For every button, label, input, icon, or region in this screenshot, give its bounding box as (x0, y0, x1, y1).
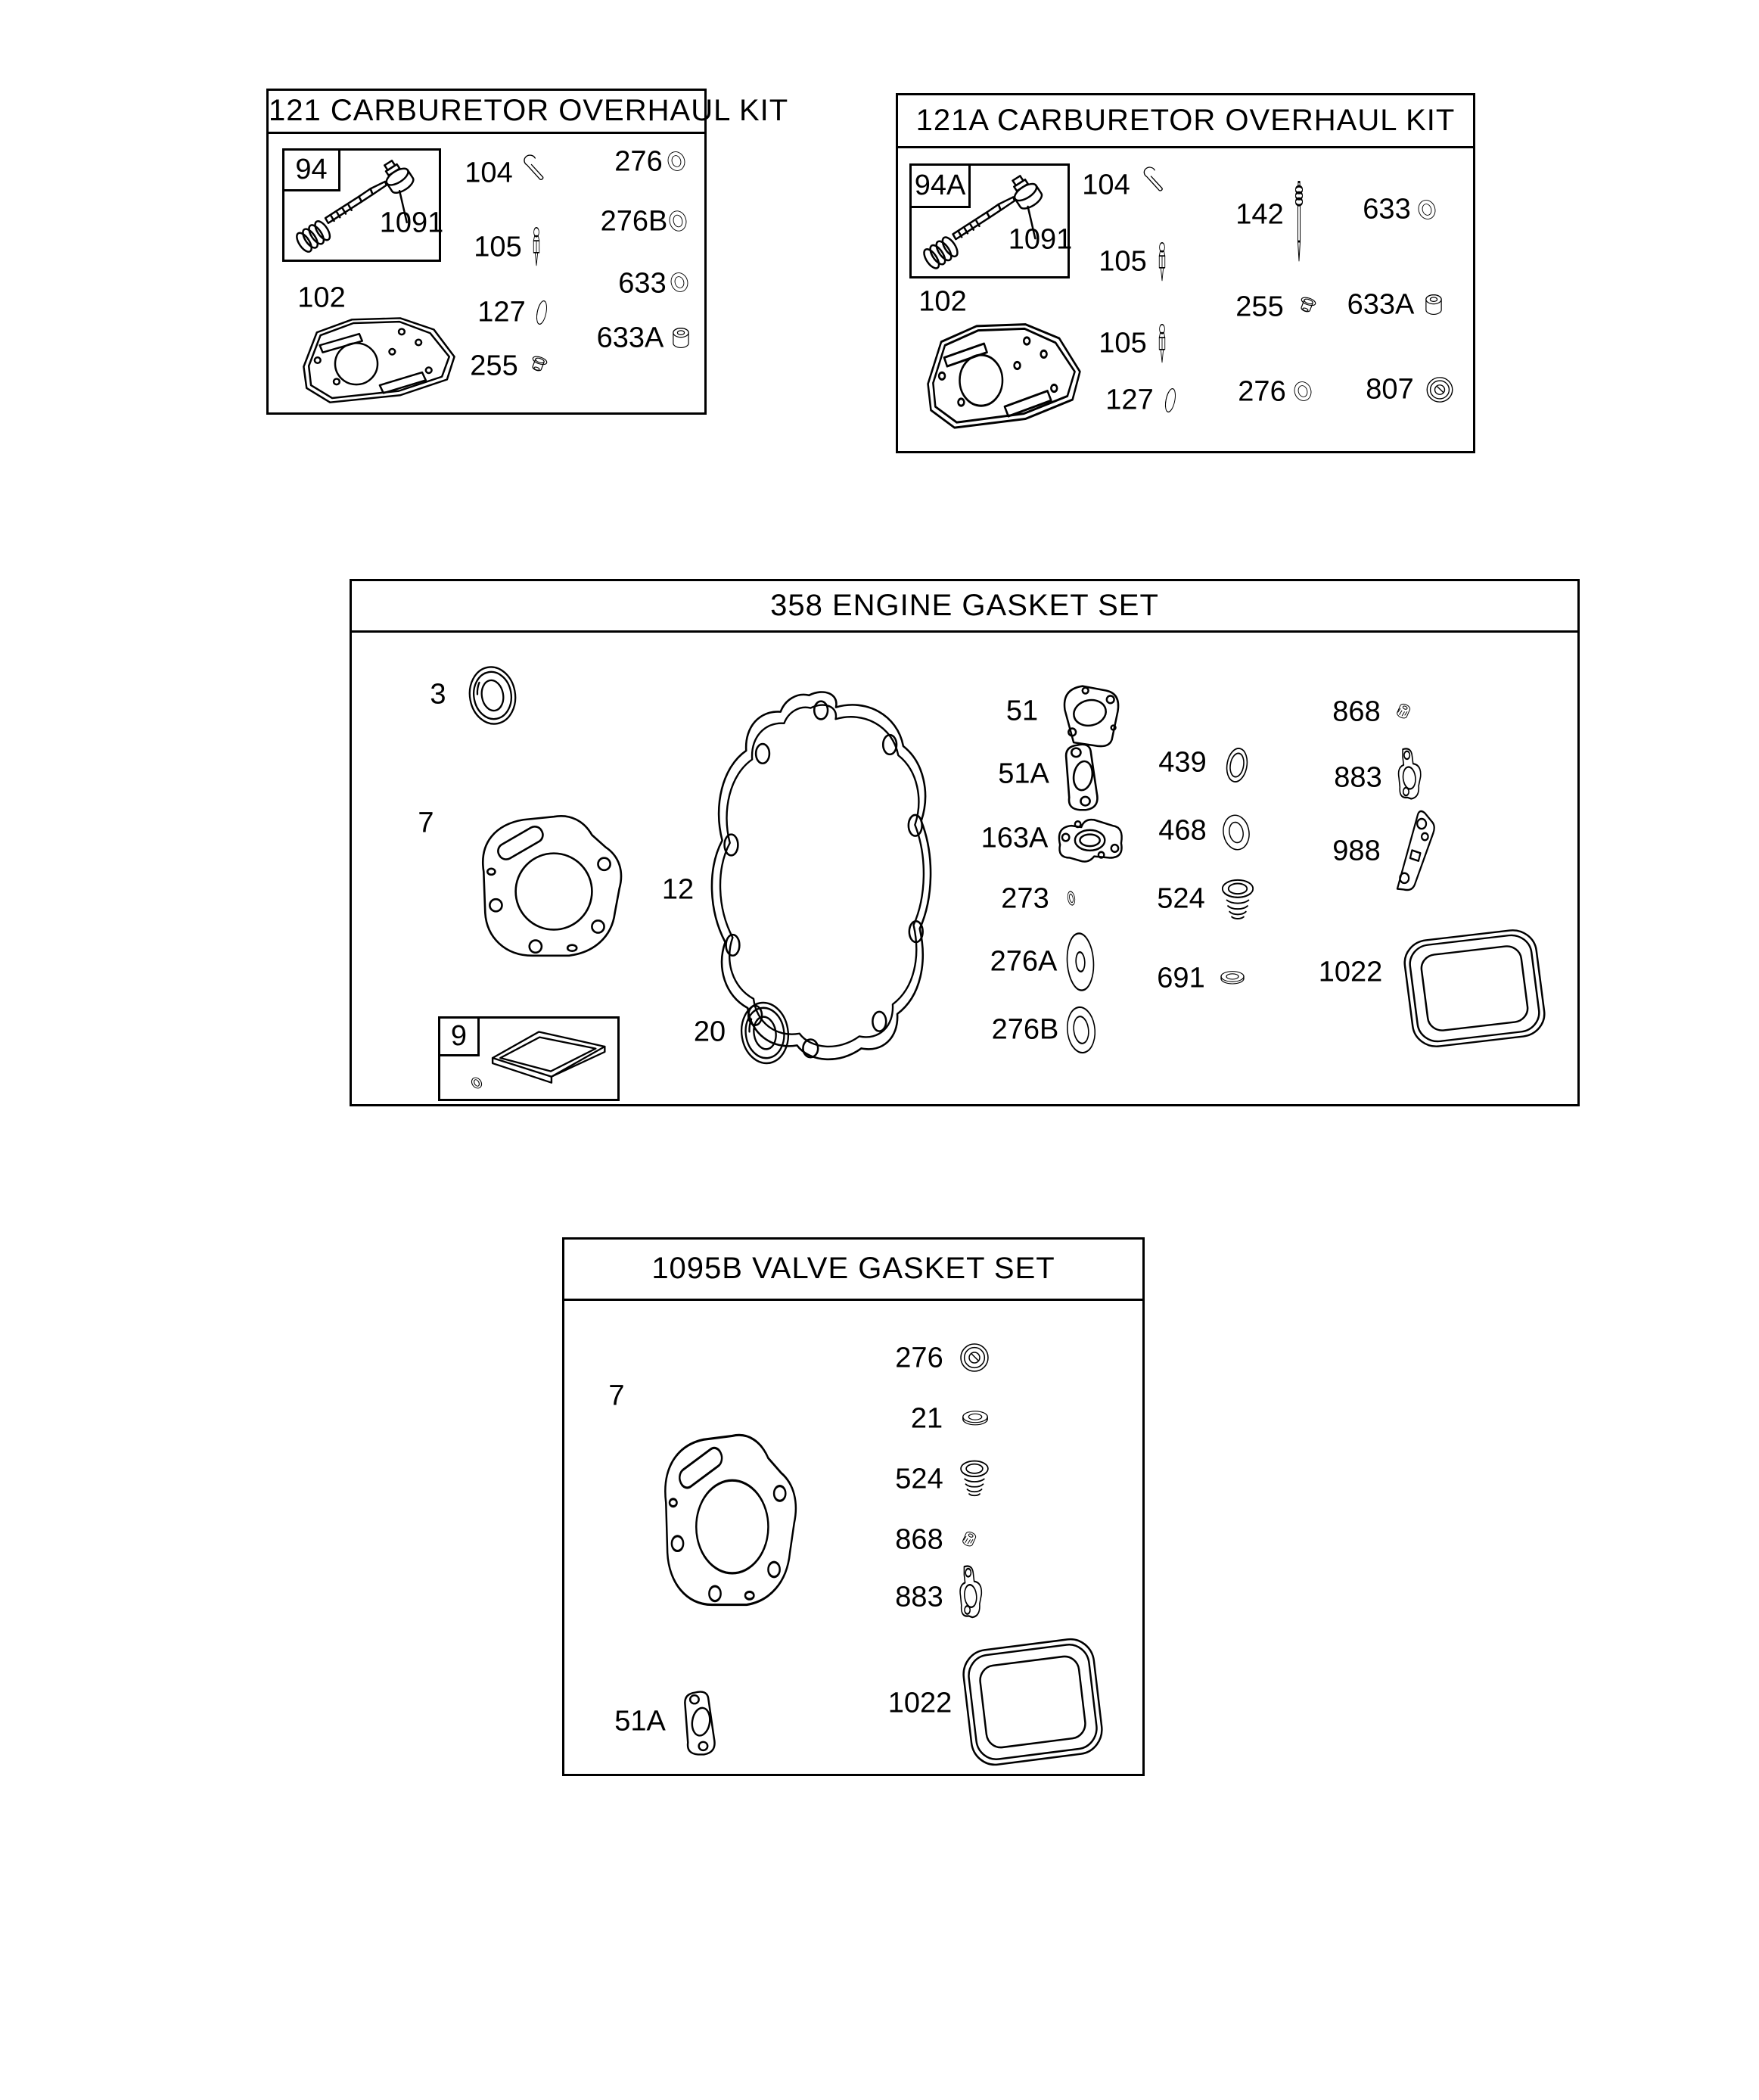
part-label-104: 104 (1082, 169, 1130, 201)
part-label-633: 633 (618, 267, 667, 300)
part-label-127: 127 (477, 296, 526, 328)
part-label-439: 439 (1158, 746, 1207, 779)
part-label-276: 276 (895, 1342, 943, 1374)
callout-1091: 1091 (1008, 223, 1073, 256)
kit-121-title: 121 CARBURETOR OVERHAUL KIT (269, 91, 704, 134)
needle-valve-icon (524, 226, 549, 272)
thin-oval-icon (1059, 882, 1083, 915)
kit-1095B-box (562, 1237, 1145, 1776)
kit-121-box (266, 89, 789, 415)
seal-icon (459, 661, 526, 730)
kit-121-body (269, 134, 704, 412)
part-label-105: 105 (1099, 327, 1147, 359)
part-label-868: 868 (895, 1523, 943, 1556)
part-label-883: 883 (895, 1581, 943, 1613)
part-label-51A: 51A (614, 1705, 666, 1738)
oval-icon (527, 294, 556, 331)
ring-icon (664, 207, 691, 235)
part-label-102: 102 (918, 285, 967, 318)
flat-ring-icon (1214, 963, 1251, 993)
plate-gasket-icon (291, 311, 466, 411)
ring-icon (1413, 197, 1440, 222)
part-label-142: 142 (1235, 198, 1284, 231)
part-label-105: 105 (1099, 245, 1147, 278)
part-label-273: 273 (1001, 882, 1049, 915)
part-label-691: 691 (1157, 962, 1205, 994)
kit-121A-body (898, 148, 1473, 451)
inner-box-label-94A: 94A (912, 166, 971, 208)
flanged-gasket-icon (949, 1563, 994, 1629)
long-needle-icon (1285, 179, 1313, 266)
kit-358-title: 358 ENGINE GASKET SET (352, 581, 1577, 633)
cup-icon (521, 349, 555, 382)
part-label-468: 468 (1158, 814, 1207, 847)
ring-icon (1058, 999, 1104, 1061)
intake-gasket-icon (1050, 807, 1132, 869)
part-label-104: 104 (465, 157, 513, 189)
inner-box-9 (438, 1016, 620, 1101)
carb-gasket-icon (1052, 674, 1129, 748)
thin-oval-icon (460, 1070, 493, 1096)
part-label-7: 7 (418, 807, 434, 839)
cup-icon (1289, 290, 1324, 323)
square-ring-icon (1398, 922, 1551, 1054)
part-label-276A: 276A (990, 945, 1058, 978)
part-label-21: 21 (910, 1402, 943, 1435)
oval-icon (1156, 382, 1185, 418)
flanged-gasket-icon (1387, 745, 1434, 810)
part-label-51: 51 (1005, 695, 1039, 727)
part-label-276B: 276B (600, 205, 668, 238)
ring-icon (663, 148, 690, 174)
part-label-1022: 1022 (1318, 956, 1383, 988)
inner-box-label-9: 9 (440, 1019, 480, 1056)
clip-icon (511, 155, 552, 193)
head-gasket-icon (456, 798, 647, 974)
part-label-276: 276 (1238, 375, 1286, 408)
part-label-20: 20 (693, 1016, 726, 1048)
kit-121A-title: 121A CARBURETOR OVERHAUL KIT (898, 95, 1473, 148)
part-label-524: 524 (1157, 882, 1205, 915)
square-ring-icon (957, 1631, 1108, 1773)
part-label-3: 3 (430, 678, 446, 711)
big-seal-icon (953, 1336, 996, 1380)
clip-icon (1132, 167, 1171, 204)
kit-1095B-body (564, 1301, 1142, 1774)
part-label-163A: 163A (981, 822, 1049, 854)
part-label-633: 633 (1363, 193, 1411, 226)
part-label-524: 524 (895, 1463, 943, 1495)
kit-1095B-title: 1095B VALVE GASKET SET (564, 1240, 1142, 1301)
part-label-988: 988 (1332, 835, 1381, 867)
bushing-icon (1416, 288, 1451, 322)
inner-box-label-94: 94 (284, 151, 340, 191)
ring-icon (1289, 378, 1316, 404)
exhaust-gasket-icon (1055, 741, 1113, 814)
part-label-633A: 633A (1347, 288, 1415, 321)
flat-ring-icon (955, 1402, 996, 1435)
inner-box-94A (909, 163, 1073, 278)
plug-icon (950, 1452, 999, 1504)
needle-valve-icon (1149, 241, 1175, 287)
part-label-255: 255 (470, 350, 518, 382)
exhaust-gasket-icon (675, 1688, 729, 1758)
part-label-883: 883 (1334, 761, 1382, 794)
part-label-807: 807 (1366, 373, 1414, 406)
part-label-276: 276 (614, 145, 663, 178)
small-bushing-icon (1389, 697, 1418, 726)
plug-icon (1210, 870, 1265, 928)
part-label-102: 102 (297, 282, 346, 314)
part-label-7: 7 (608, 1380, 625, 1412)
oval-ring-icon (1214, 738, 1260, 792)
ring-icon (1215, 809, 1257, 856)
small-bushing-icon (955, 1525, 984, 1554)
washer-icon (1056, 927, 1105, 997)
kit-121A-box (896, 93, 1475, 453)
part-label-51A: 51A (998, 758, 1049, 790)
head-gasket-icon (640, 1414, 820, 1627)
plate-gasket-icon (915, 316, 1092, 438)
kit-358-box (350, 579, 1580, 1106)
part-label-1022: 1022 (887, 1687, 953, 1719)
valve-cover-gasket-icon (484, 1023, 617, 1087)
inner-box-94 (282, 148, 444, 262)
triangle-gasket-icon (1385, 806, 1439, 895)
part-label-276B: 276B (991, 1013, 1059, 1046)
callout-1091: 1091 (379, 207, 444, 239)
needle-valve-icon (1149, 323, 1175, 369)
part-label-12: 12 (661, 873, 695, 906)
seal-icon (731, 996, 799, 1070)
big-seal-icon (1419, 370, 1460, 409)
ring-icon (666, 269, 693, 295)
bushing-icon (664, 321, 698, 356)
part-label-255: 255 (1235, 291, 1284, 323)
part-label-127: 127 (1105, 384, 1154, 416)
part-label-105: 105 (474, 231, 522, 263)
part-label-633A: 633A (596, 322, 664, 354)
part-label-868: 868 (1332, 695, 1381, 728)
kit-358-body (352, 633, 1577, 1104)
